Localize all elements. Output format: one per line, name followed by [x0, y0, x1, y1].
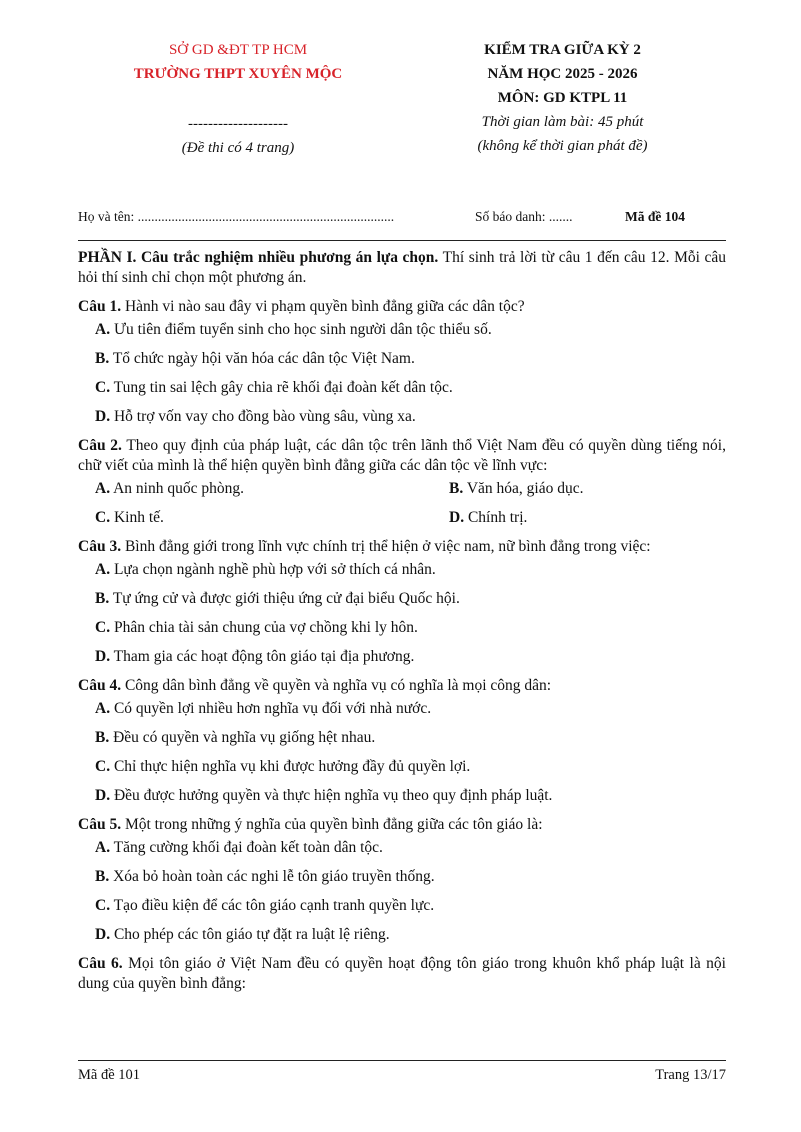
page-number: Trang 13/17 — [655, 1067, 726, 1083]
question-5 — [78, 815, 726, 835]
option-c — [78, 618, 726, 638]
option-b — [449, 479, 583, 499]
option-letter: A. — [95, 839, 111, 856]
pages-note: (Đề thi có 4 trang) — [181, 140, 295, 156]
duration-note: (không kể thời gian phát đề) — [477, 138, 648, 154]
option-letter: D. — [449, 509, 465, 526]
option-letter: A. — [95, 561, 111, 578]
option-letter: C. — [95, 758, 111, 775]
option-text: Có quyền lợi nhiều hơn nghĩa vụ đối với nhà nước. — [110, 700, 432, 717]
option-text: Đều được hưởng quyền và thực hiện nghĩa vụ theo quy định pháp luật. — [110, 787, 553, 804]
option-a — [78, 699, 726, 719]
question-label: Câu 3. — [78, 538, 122, 555]
option-text: Hỗ trợ vốn vay cho đồng bào vùng sâu, vùng xa. — [110, 408, 416, 425]
school-year: NĂM HỌC 2025 - 2026 — [487, 66, 638, 82]
question-text: Công dân bình đẳng về quyền và nghĩa vụ có nghĩa là mọi công dân: — [121, 677, 552, 694]
option-b — [78, 867, 726, 887]
option-text: Phân chia tài sản chung của vợ chồng khi ly hôn. — [110, 619, 418, 636]
question-text: Hành vi nào sau đây vi phạm quyền bình đẳng giữa các dân tộc? — [121, 298, 525, 315]
option-a — [78, 838, 726, 858]
exam-body — [78, 248, 726, 997]
option-letter: B. — [449, 480, 464, 497]
option-a — [78, 320, 726, 340]
exam-duration: Thời gian làm bài: 45 phút — [481, 114, 644, 130]
question-text: Theo quy định của pháp luật, các dân tộc trên lãnh thổ Việt Nam đều có quyền dùng tiếng nói, chữ viết của mình là thể hiện quyền bình đẳng giữa các dân tộc về lĩnh vực: — [78, 437, 726, 474]
question-6 — [78, 954, 726, 994]
option-a — [78, 560, 726, 580]
exam-title: KIỂM TRA GIỮA KỲ 2 — [484, 42, 641, 58]
question-label: Câu 6. — [78, 955, 123, 972]
option-b — [78, 728, 726, 748]
option-letter: A. — [95, 480, 111, 497]
footer-divider — [78, 1060, 726, 1061]
candidate-number-field: Số báo danh: ....... — [475, 209, 573, 224]
option-b — [78, 349, 726, 369]
option-text: Tăng cường khối đại đoàn kết toàn dân tộc. — [110, 839, 383, 856]
option-text: Tự ứng cử và được giới thiệu ứng cử đại biểu Quốc hội. — [109, 590, 460, 607]
candidate-name-field: Họ và tên: ............................................................................ — [78, 209, 395, 224]
question-text: Mọi tôn giáo ở Việt Nam đều có quyền hoạt động tôn giáo trong khuôn khổ pháp luật là nội dung của quyền bình đẳng: — [78, 955, 726, 992]
option-d — [78, 407, 726, 427]
option-letter: D. — [95, 926, 111, 943]
option-letter: A. — [95, 321, 111, 338]
option-c — [78, 757, 726, 777]
option-letter: D. — [95, 648, 111, 665]
question-text: Một trong những ý nghĩa của quyền bình đẳng giữa các tôn giáo là: — [121, 816, 543, 833]
options-row — [78, 508, 726, 528]
option-letter: C. — [95, 619, 111, 636]
option-text: Văn hóa, giáo dục. — [463, 480, 584, 497]
header-left — [78, 38, 398, 160]
section-heading — [78, 248, 726, 288]
option-letter: C. — [95, 509, 111, 526]
option-d — [78, 925, 726, 945]
option-c — [95, 508, 449, 528]
section-title: PHẦN I. Câu trắc nghiệm nhiều phương án lựa chọn. — [78, 249, 439, 266]
option-text: Kinh tế. — [110, 509, 164, 526]
question-label: Câu 5. — [78, 816, 122, 833]
header-right — [440, 38, 685, 158]
option-b — [78, 589, 726, 609]
option-text: Chỉ thực hiện nghĩa vụ khi được hưởng đầy đủ quyền lợi. — [110, 758, 471, 775]
options-row — [78, 479, 726, 499]
option-letter: A. — [95, 700, 111, 717]
option-text: Chính trị. — [464, 509, 528, 526]
question-2 — [78, 436, 726, 476]
option-letter: B. — [95, 729, 110, 746]
option-text: Đều có quyền và nghĩa vụ giống hệt nhau. — [109, 729, 376, 746]
option-letter: B. — [95, 350, 110, 367]
option-text: Cho phép các tôn giáo tự đặt ra luật lệ riêng. — [110, 926, 390, 943]
option-letter: B. — [95, 868, 110, 885]
option-text: An ninh quốc phòng. — [110, 480, 244, 497]
department-name: SỞ GD &ĐT TP HCM — [168, 42, 308, 58]
footer-exam-code: Mã đề 101 — [78, 1067, 141, 1083]
option-text: Ưu tiên điểm tuyển sinh cho học sinh người dân tộc thiểu số. — [110, 321, 492, 338]
subject: MÔN: GD KTPL 11 — [497, 90, 628, 106]
option-text: Tham gia các hoạt động tôn giáo tại địa phương. — [110, 648, 415, 665]
option-d — [78, 647, 726, 667]
option-c — [78, 896, 726, 916]
question-label: Câu 1. — [78, 298, 122, 315]
option-letter: C. — [95, 379, 111, 396]
header-dashes: -------------------- — [188, 116, 288, 132]
question-1 — [78, 297, 726, 317]
option-text: Tổ chức ngày hội văn hóa các dân tộc Việt Nam. — [109, 350, 415, 367]
question-3 — [78, 537, 726, 557]
section-instruction: Thí sinh trả lời từ câu 1 đến câu 12. Mỗi câu hỏi thí sinh chỉ chọn một phương án. — [78, 249, 726, 286]
question-4 — [78, 676, 726, 696]
option-c — [78, 378, 726, 398]
option-letter: C. — [95, 897, 111, 914]
question-label: Câu 4. — [78, 677, 122, 694]
option-text: Tạo điều kiện để các tôn giáo cạnh tranh quyền lực. — [110, 897, 435, 914]
option-text: Xóa bỏ hoàn toàn các nghi lễ tôn giáo truyền thống. — [109, 868, 435, 885]
option-d — [449, 508, 527, 528]
option-d — [78, 786, 726, 806]
option-letter: B. — [95, 590, 110, 607]
option-text: Lựa chọn ngành nghề phù hợp với sở thích cá nhân. — [110, 561, 436, 578]
header-divider — [78, 240, 726, 241]
exam-code: Mã đề 104 — [625, 209, 685, 224]
question-text: Bình đẳng giới trong lĩnh vực chính trị thể hiện ở việc nam, nữ bình đẳng trong việc: — [121, 538, 651, 555]
option-letter: D. — [95, 787, 111, 804]
option-letter: D. — [95, 408, 111, 425]
option-a — [95, 479, 449, 499]
school-name: TRƯỜNG THPT XUYÊN MỘC — [133, 66, 343, 82]
option-text: Tung tin sai lệch gây chia rẽ khối đại đoàn kết dân tộc. — [110, 379, 453, 396]
question-label: Câu 2. — [78, 437, 122, 454]
